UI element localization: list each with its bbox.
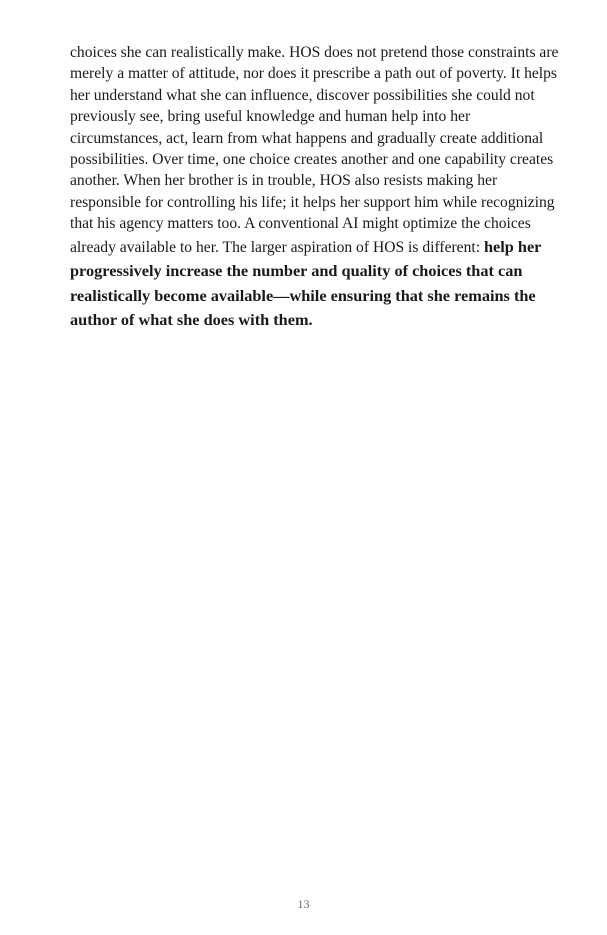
body-paragraph	[70, 42, 562, 333]
page-number: 13	[297, 897, 310, 911]
paragraph-bold-text: help her progressively increase the number and quality of choices that can realistically become available—while ensuring that she remains the author of what she does with them.	[70, 236, 542, 330]
paragraph-regular-text: choices she can realistically make. HOS does not pretend those constraints are merely a matter of attitude, nor does it prescribe a path out of poverty. It helps her understand what she can influence, discover possibilities she could not previously see, bring useful knowledge and human help into her circumstances, act, learn from what happens and gradually create additional possibilities. Over time, one choice creates another and one capability creates another. When her brother is in trouble, HOS also resists making her responsible for controlling his life; it helps her support him while recognizing that his agency matters too. A conventional AI might optimize the choices already available to her. The larger aspiration of HOS is different:	[70, 44, 559, 256]
